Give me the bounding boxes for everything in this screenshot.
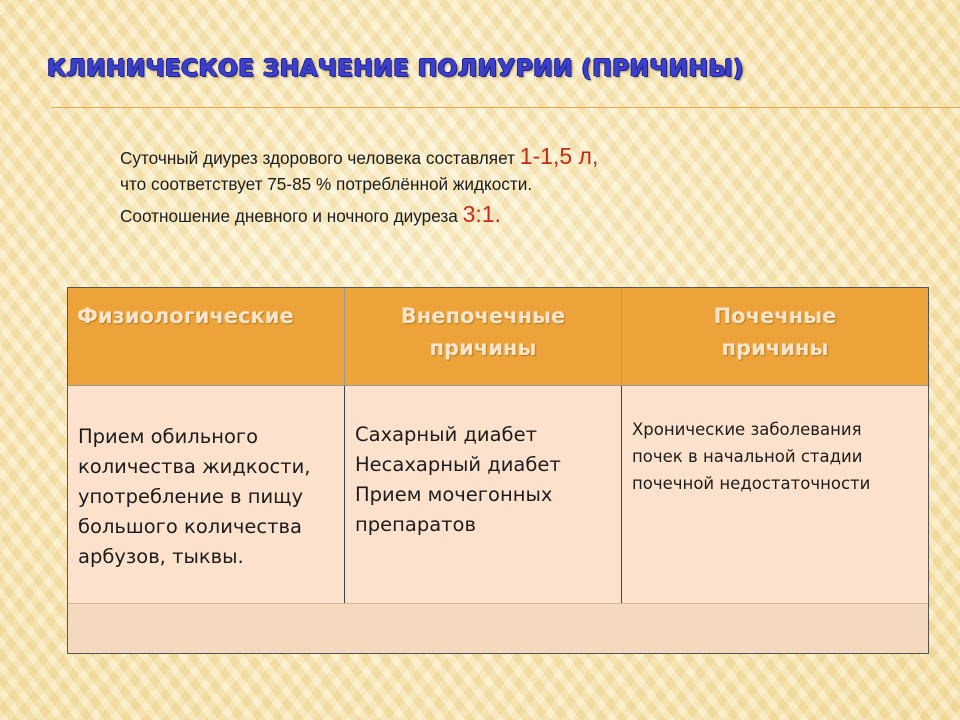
intro-line-2 — [120, 174, 598, 195]
cell-renal — [622, 386, 928, 603]
intro-line-1-text: Суточный диурез здорового человека составляет — [120, 148, 520, 168]
cell-line: употребление в пищу — [78, 485, 304, 508]
header-line: Внепочечные — [400, 304, 566, 328]
cell-extrarenal — [345, 386, 622, 603]
table-empty-row — [68, 603, 928, 653]
cell-line: арбузов, тыквы. — [78, 545, 244, 568]
cell-line: большого количества — [78, 515, 302, 538]
cell-line: Прием обильного — [78, 425, 259, 448]
intro-line-1 — [120, 143, 598, 170]
cell-line: почечной недостаточности — [632, 474, 871, 493]
title-divider — [52, 107, 960, 108]
cell-line: Хронические заболевания — [632, 420, 862, 439]
intro-line-3-text: Соотношение дневного и ночного диуреза — [120, 206, 463, 226]
cell-physiological — [68, 386, 345, 603]
cell-line: Прием мочегонных — [355, 483, 553, 506]
cell-line: Несахарный диабет — [355, 453, 561, 476]
cell-line: Сахарный диабет — [355, 423, 537, 446]
intro-line-1-suffix: , — [591, 143, 599, 169]
header-physiological — [68, 288, 345, 386]
header-extrarenal — [345, 288, 622, 386]
header-line: причины — [429, 336, 537, 360]
cell-line: количества жидкости, — [78, 455, 311, 478]
cell-line: почек в начальной стадии — [632, 447, 863, 466]
intro-line-2-text: что соответствует 75-85 % потреблённой жидкости. — [120, 174, 533, 194]
diuresis-volume-value: 1-1,5 л — [519, 143, 592, 169]
header-line: причины — [721, 336, 829, 360]
header-renal — [622, 288, 928, 386]
intro-text — [120, 143, 598, 228]
cell-line: препаратов — [355, 513, 476, 536]
causes-table — [67, 287, 929, 654]
header-line: Физиологические — [77, 304, 294, 328]
header-line: Почечные — [713, 304, 837, 328]
intro-line-3 — [120, 201, 598, 228]
day-night-ratio-value: 3:1. — [462, 201, 501, 227]
slide-title: КЛИНИЧЕСКОЕ ЗНАЧЕНИЕ ПОЛИУРИИ (ПРИЧИНЫ) — [47, 54, 744, 82]
